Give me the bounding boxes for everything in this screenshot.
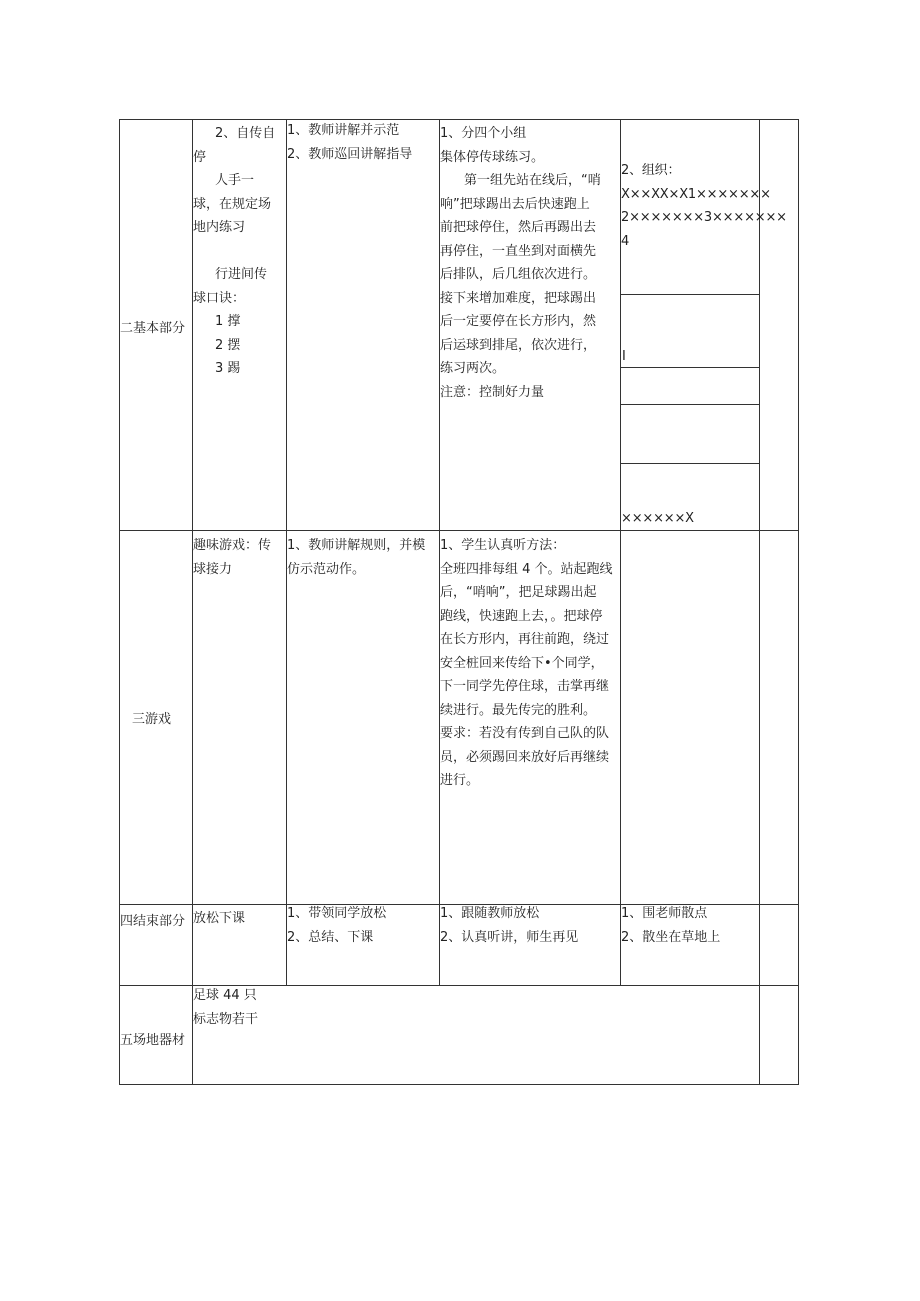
teacher-cell: [287, 119, 412, 166]
student-cell: [440, 122, 601, 404]
teacher-cell: [287, 902, 386, 949]
student-line: 全班四排每组 4 个。站起跑线: [440, 561, 613, 577]
teacher-line: 1、教师讲解并示范: [287, 123, 400, 138]
student-line: 注意：控制好力量: [440, 384, 545, 400]
organization-cell: [621, 902, 720, 949]
student-line: 再停住，一直坐到对面横先: [440, 243, 597, 259]
formation-line: X××XX×X1×××××××: [621, 186, 771, 202]
content-line: 人手一: [215, 173, 255, 188]
formation-line: 4: [621, 233, 630, 249]
student-line: 后排队，后几组依次进行。: [440, 267, 597, 282]
student-line: 1、学生认真听方法：: [440, 538, 566, 553]
table-border: [119, 530, 799, 531]
content-line: 2 摆: [215, 337, 241, 353]
content-line: 球口诀：: [193, 290, 246, 306]
student-line: 进行。: [440, 773, 480, 788]
student-line: 练习两次。: [440, 361, 506, 376]
teacher-line: 2、教师巡回讲解指导: [287, 146, 413, 162]
organization-line: 1、围老师散点: [621, 906, 708, 921]
content-line: 停: [193, 149, 207, 165]
equipment-line: 足球 44 只: [193, 988, 257, 1003]
table-border: [798, 119, 799, 1085]
student-line: 员，必须踢回来放好后再继续: [440, 749, 610, 765]
table-border: [759, 119, 760, 1085]
student-line: 在长方形内，再往前跑，绕过: [440, 632, 610, 647]
content-line: 趣味游戏：传: [193, 538, 272, 553]
section-label: 三游戏: [132, 712, 172, 727]
content-line: 地内练习: [193, 220, 246, 235]
student-line: 集体停传球练习。: [440, 149, 545, 165]
formation-line: 2×××××××3×××××××: [621, 210, 787, 225]
content-line: 球，在规定场: [193, 196, 272, 212]
content-line: 放松下课: [193, 911, 246, 926]
student-line: 第一组先站在线后，“哨: [464, 173, 601, 188]
student-line: 响”把球踢出去后快速跑上: [440, 196, 590, 212]
student-line: 1、分四个小组: [440, 126, 527, 141]
student-line: 2、认真听讲，师生再见: [440, 929, 579, 945]
table-border: [119, 119, 120, 1085]
student-line: 后一定要停在长方形内，然: [440, 314, 597, 329]
section-label: 四结束部分: [120, 914, 186, 929]
table-border: [119, 119, 799, 120]
student-line: 要求：若没有传到自己队的队: [440, 726, 610, 741]
teacher-line: 仿示范动作。: [287, 561, 366, 577]
organization-line: 2、散坐在草地上: [621, 929, 721, 945]
teacher-cell: [287, 534, 425, 581]
student-line: 跑线，快速跑上去，。把球停: [440, 608, 603, 624]
student-line: 续进行。最先传完的胜利。: [440, 702, 597, 718]
content-line: 1 撑: [215, 314, 241, 329]
student-line: 后，“哨响”，把足球踢出起: [440, 585, 597, 600]
student-cell: [440, 902, 578, 949]
content-line: 3 踢: [215, 361, 241, 376]
content-line: 行进间传: [215, 267, 268, 282]
student-line: 前把球停住，然后再踢出去: [440, 220, 597, 235]
teacher-line: 1、教师讲解规则，并模: [287, 538, 426, 553]
student-line: 接下来增加难度，把球踢出: [440, 290, 597, 306]
content-cell: [193, 907, 245, 931]
content-spacer: [193, 240, 275, 264]
table-border: [119, 1084, 799, 1085]
formation-bottom-line: ××××××X: [621, 511, 694, 526]
organization-divider: [620, 294, 759, 295]
student-line: 下一同学先停住球，击掌再继: [440, 679, 610, 694]
student-line: 后运球到排尾，依次进行，: [440, 337, 597, 353]
content-line: 球接力: [193, 561, 233, 577]
equipment-line: 标志物若干: [193, 1011, 259, 1027]
equipment-cell: [193, 984, 258, 1031]
teacher-line: 1、带领同学放松: [287, 906, 387, 921]
organization-title: 2、组织：: [621, 163, 681, 178]
formation-marker: I: [622, 349, 626, 364]
student-line: 安全桩回来传给下•个同学，: [440, 655, 604, 671]
organization-divider: [620, 367, 759, 368]
student-cell: [440, 534, 613, 793]
content-line: 2、自传自: [215, 126, 276, 141]
section-label: 五场地器材: [120, 1033, 186, 1048]
organization-divider: [620, 404, 759, 405]
organization-divider: [620, 463, 759, 464]
student-line: 1、跟随教师放松: [440, 906, 540, 921]
teacher-line: 2、总结、下课: [287, 929, 374, 945]
content-cell: [193, 122, 275, 381]
organization-cell: [621, 159, 787, 253]
section-label: 二基本部分: [120, 321, 186, 336]
lesson-plan-table: [119, 119, 799, 1085]
content-cell: [193, 534, 271, 581]
